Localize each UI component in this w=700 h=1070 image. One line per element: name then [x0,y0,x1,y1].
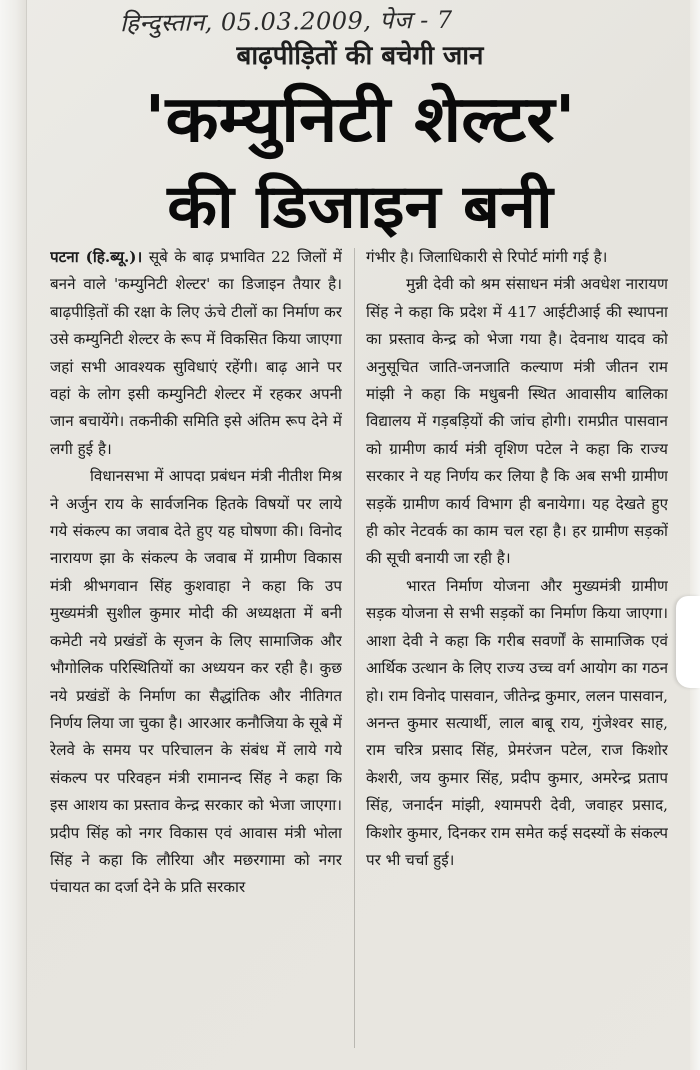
article-column-left [50,244,342,1070]
paper-tear [676,596,700,688]
article-paragraph: मुन्नी देवी को श्रम संसाधन मंत्री अवधेश नारायण सिंह ने कहा कि प्रदेश में 417 आईटीआई की स्थापना का प्रस्ताव केन्द्र को भेजा गया है। देवनाथ यादव को अनुसूचित जाति-जनजाति कल्याण मंत्री जीतन राम मांझी ने कहा कि मधुबनी स्थित आवासीय बालिका विद्यालय में गड़बड़ियों की जांच होगी। रामप्रीत पासवान को ग्रामीण कार्य मंत्री वृशिण पटेल ने कहा कि राज्य सरकार ने यह निर्णय कर लिया है कि अब सभी ग्रामीण सड़कें ग्रामीण कार्य विभाग ही बनायेगा। यह देखते हुए ही कोर नेटवर्क का काम चल रहा है। हर ग्रामीण सड़कों की सूची बनायी जा रही है। [366,275,668,568]
article-paragraph: भारत निर्माण योजना और मुख्यमंत्री ग्रामीण सड़क योजना से सभी सड़कों का निर्माण किया जाएगा। आशा देवी ने कहा कि गरीब सवर्णों के सामाजिक एवं आर्थिक उत्थान के लिए राज्य उच्च वर्ग आयोग का गठन हो। राम विनोद पासवान, जीतेन्द्र कुमार, ललन पासवान, अनन्त कुमार सत्यार्थी, लाल बाबू राय, गुंजेश्वर साह, राम चरित्र प्रसाद सिंह, प्रेमरंजन पटेल, राज किशोर केशरी, जय कुमार सिंह, प्रदीप कुमार, अमरेन्द्र प्रताप सिंह, जनार्दन मांझी, श्यामपरी देवी, जवाहर प्रसाद, किशोर कुमार, दिनकर राम समेत कई सदस्यों के संकल्प पर भी चर्चा हुई। [366,576,668,869]
article-paragraph: गंभीर है। जिलाधिकारी से रिपोर्ट मांगी गई है। [366,248,608,266]
article-paragraph [50,244,342,463]
article-paragraph: विधानसभा में आपदा प्रबंधन मंत्री नीतीश मिश्र ने अर्जुन राय के सार्वजनिक हितके विषयों पर लाये गये संकल्प का जवाब देते हुए यह घोषणा की। विनोद नारायण झा के संकल्प के जवाब में ग्रामीण विकास मंत्री श्रीभगवान सिंह कुशवाहा ने कहा कि उप मुख्यमंत्री सुशील कुमार मोदी की अध्यक्षता में बनी कमेटी नये प्रखंडों के सृजन के लिए सामाजिक और भौगोलिक परिस्थितियों का अध्ययन कर रही है। कुछ नये प्रखंडों के निर्माण का सैद्धांतिक और नीतिगत निर्णय लिया जा चुका है। आरआर कनौजिया के सूबे में रेलवे के समय पर परिचालन के संबंध में लाये गये संकल्प पर परिवहन मंत्री रामानन्द सिंह ने कहा कि इस आशय का प्रस्ताव केन्द्र सरकार को भेजा जाएगा। प्रदीप सिंह को नगर विकास एवं आवास मंत्री भोला सिंह ने कहा कि लौरिया और मछरगामा को नगर पंचायत का दर्जा देने के प्रति सरकार [50,467,342,897]
page-edge [690,0,700,1070]
article-column-right [366,244,668,1070]
dateline: पटना (हि.ब्यू.)। [50,248,143,266]
subheadline: बाढ़पीड़ितों की बचेगी जान [236,41,484,71]
headline-line-2: की डिजाइन बनी [167,172,553,242]
headline-line-1: 'कम्युनिटी शेल्टर' [144,83,576,157]
column-divider [354,248,355,1048]
handwritten-source-note: हिन्दुस्तान, 05.03.2009, पेज - 7 [119,5,453,38]
paragraph-text: सूबे के बाढ़ प्रभावित 22 जिलों में बनने वाले 'कम्युनिटी शेल्टर' का डिजाइन तैयार है। बाढ़पीड़ितों की रक्षा के लिए ऊंचे टीलों का निर्माण कर उसे कम्युनिटी शेल्टर के रूप में विकसित किया जाएगा जहां सभी आवश्यक सुविधाएं रहेंगी। बाढ़ आने पर वहां के लोग इसी कम्युनिटी शेल्टर में रहकर अपनी जान बचायेंगे। तकनीकी समिति इसे अंतिम रूप देने में लगी हुई है। [50,248,342,458]
